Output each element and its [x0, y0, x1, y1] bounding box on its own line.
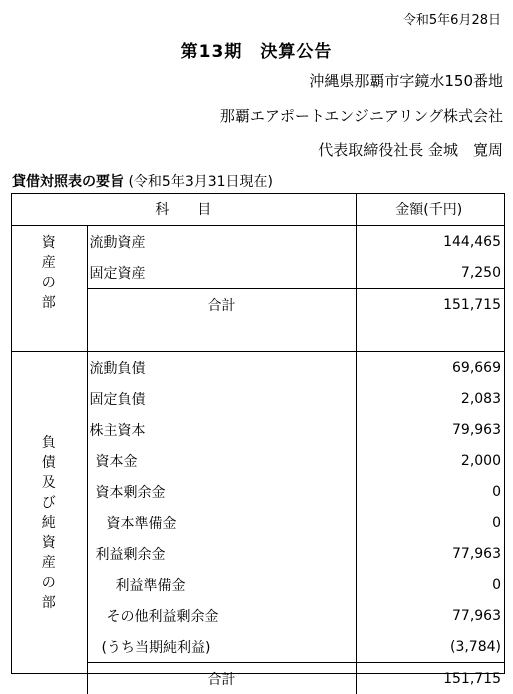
balance-sheet-heading-title: 貸借対照表の要旨: [12, 174, 124, 190]
row-item: 利益剰余金: [87, 538, 356, 569]
header-item: 科 目: [11, 193, 356, 226]
table-row: [11, 226, 505, 258]
liabilities-section-label: 負 債 及 び 純 資 産 の 部: [42, 433, 56, 613]
balance-sheet-table: [11, 193, 505, 694]
company-name: 那覇エアポートエンジニアリング株式会社: [220, 105, 503, 126]
row-item: 固定負債: [87, 383, 356, 414]
row-amount: 69,669: [356, 352, 505, 384]
row-amount: 79,963: [356, 414, 505, 445]
balance-sheet-heading-date: (令和5年3月31日現在): [128, 174, 273, 190]
row-item: 流動資産: [87, 226, 356, 258]
row-amount: 144,465: [356, 226, 505, 258]
row-item: 流動負債: [87, 352, 356, 384]
announcement-date: 令和5年6月28日: [403, 9, 501, 28]
balance-sheet-heading: [12, 171, 273, 191]
row-item: 株主資本: [87, 414, 356, 445]
assets-total-label: 合計: [87, 289, 356, 321]
row-amount: 2,000: [356, 445, 505, 476]
assets-total-amount: 151,715: [356, 289, 505, 321]
representative-name: 代表取締役社長 金城 寛周: [318, 139, 503, 160]
liabilities-section-cell: [11, 352, 87, 694]
row-item: 利益準備金: [87, 569, 356, 600]
section-divider: [11, 320, 505, 352]
assets-section-label: 資 産 の 部: [42, 233, 56, 313]
row-amount: 77,963: [356, 600, 505, 631]
page-title: 第13期 決算公告: [0, 37, 513, 62]
row-item: 固定資産: [87, 257, 356, 289]
header-amount: 金額(千円): [356, 193, 505, 226]
liabilities-total-label: 合計: [87, 663, 356, 694]
row-item: 資本剰余金: [87, 476, 356, 507]
company-address: 沖縄県那覇市字鏡水150番地: [309, 70, 503, 91]
row-amount: 0: [356, 476, 505, 507]
row-amount: 0: [356, 569, 505, 600]
table-row: [11, 352, 505, 384]
row-amount: 77,963: [356, 538, 505, 569]
assets-section-cell: [11, 226, 87, 321]
row-item: 資本金: [87, 445, 356, 476]
row-item: その他利益剰余金: [87, 600, 356, 631]
table-header-row: [11, 193, 505, 226]
row-item: 資本準備金: [87, 507, 356, 538]
liabilities-total-amount: 151,715: [356, 663, 505, 694]
row-amount: 0: [356, 507, 505, 538]
row-amount: (3,784): [356, 631, 505, 663]
row-item: (うち当期純利益): [87, 631, 356, 663]
row-amount: 7,250: [356, 257, 505, 289]
row-amount: 2,083: [356, 383, 505, 414]
